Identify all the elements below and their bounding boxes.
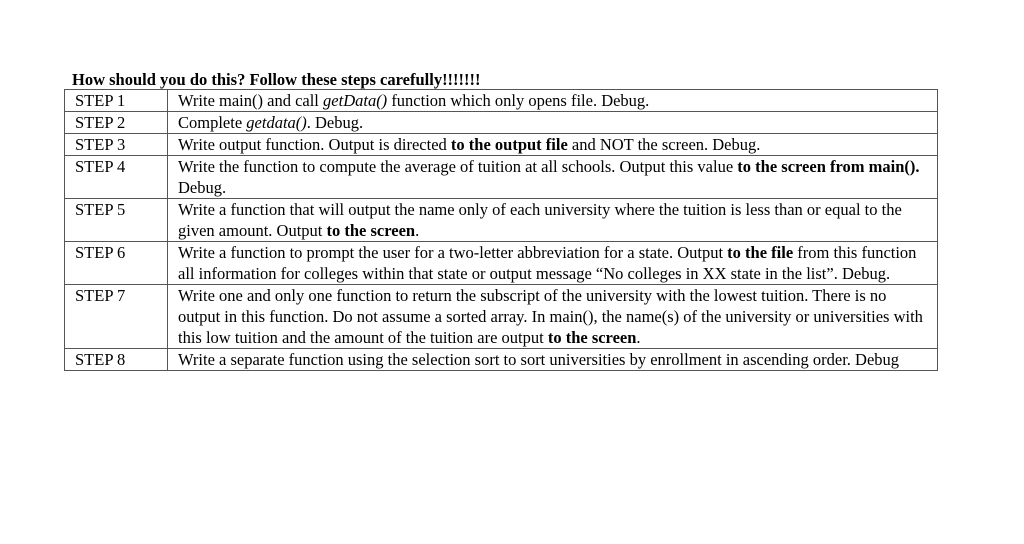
step-text-bold-segment: to the output file [450, 135, 568, 154]
step-label: STEP 2 [65, 112, 168, 134]
step-text-segment: Write the function to compute the average of tuition at all schools. Output this value [178, 157, 738, 176]
step-description [168, 242, 938, 285]
step-description [168, 112, 938, 134]
step-text-segment: Write a separate function using the selection sort to sort universities by enrollment in ascending order. Debug [178, 350, 900, 369]
step-text-segment: Write output function. Output is directed [178, 135, 451, 154]
step-row [65, 112, 938, 134]
step-description [168, 134, 938, 156]
step-description [168, 90, 938, 112]
step-text-segment: and NOT the screen. Debug. [567, 135, 761, 154]
step-text-segment: . Debug. [306, 113, 364, 132]
step-row [65, 156, 938, 199]
step-text-segment: Write a function that will output the name only of each university where the tuition is less than or equal to the given amount. Output [178, 200, 902, 240]
step-label: STEP 6 [65, 242, 168, 285]
instructions-heading: How should you do this? Follow these steps carefully!!!!!!! [72, 70, 481, 89]
step-label: STEP 3 [65, 134, 168, 156]
step-text-segment: . [636, 328, 641, 347]
step-row [65, 349, 938, 371]
step-row [65, 90, 938, 112]
step-text-italic-segment: getdata() [246, 113, 307, 132]
step-text-segment: Complete [178, 113, 247, 132]
step-row [65, 285, 938, 349]
step-label: STEP 8 [65, 349, 168, 371]
step-description [168, 199, 938, 242]
step-description [168, 156, 938, 199]
step-text-segment: from this function all information for colleges within that state or output message “No colleges in XX state in the list”. Debug. [178, 243, 917, 283]
step-text-segment: Debug. [178, 178, 227, 197]
step-text-bold-segment: to the file [727, 243, 794, 262]
step-row [65, 134, 938, 156]
step-description [168, 285, 938, 349]
step-label: STEP 4 [65, 156, 168, 199]
step-row [65, 242, 938, 285]
step-text-segment: . [415, 221, 420, 240]
steps-table [64, 89, 938, 371]
step-text-bold-segment: to the screen [326, 221, 416, 240]
step-label: STEP 1 [65, 90, 168, 112]
step-text-segment: Write one and only one function to return the subscript of the university with the lowest tuition. There is no output in this function. Do not assume a sorted array. In main(), the name(s) of the university or universities with this low tuition and the amount of the tuition are output [178, 286, 923, 347]
step-text-bold-segment: to the screen [547, 328, 637, 347]
step-row [65, 199, 938, 242]
step-text-italic-segment: getData() [323, 91, 388, 110]
step-text-bold-segment: to the screen from main(). [737, 157, 920, 176]
steps-table-body [65, 90, 938, 371]
step-label: STEP 5 [65, 199, 168, 242]
step-description [168, 349, 938, 371]
step-text-segment: Write main() and call [178, 91, 324, 110]
step-label: STEP 7 [65, 285, 168, 349]
step-text-segment: Write a function to prompt the user for a two-letter abbreviation for a state. Output [178, 243, 728, 262]
step-text-segment: function which only opens file. Debug. [387, 91, 650, 110]
document [64, 70, 938, 371]
